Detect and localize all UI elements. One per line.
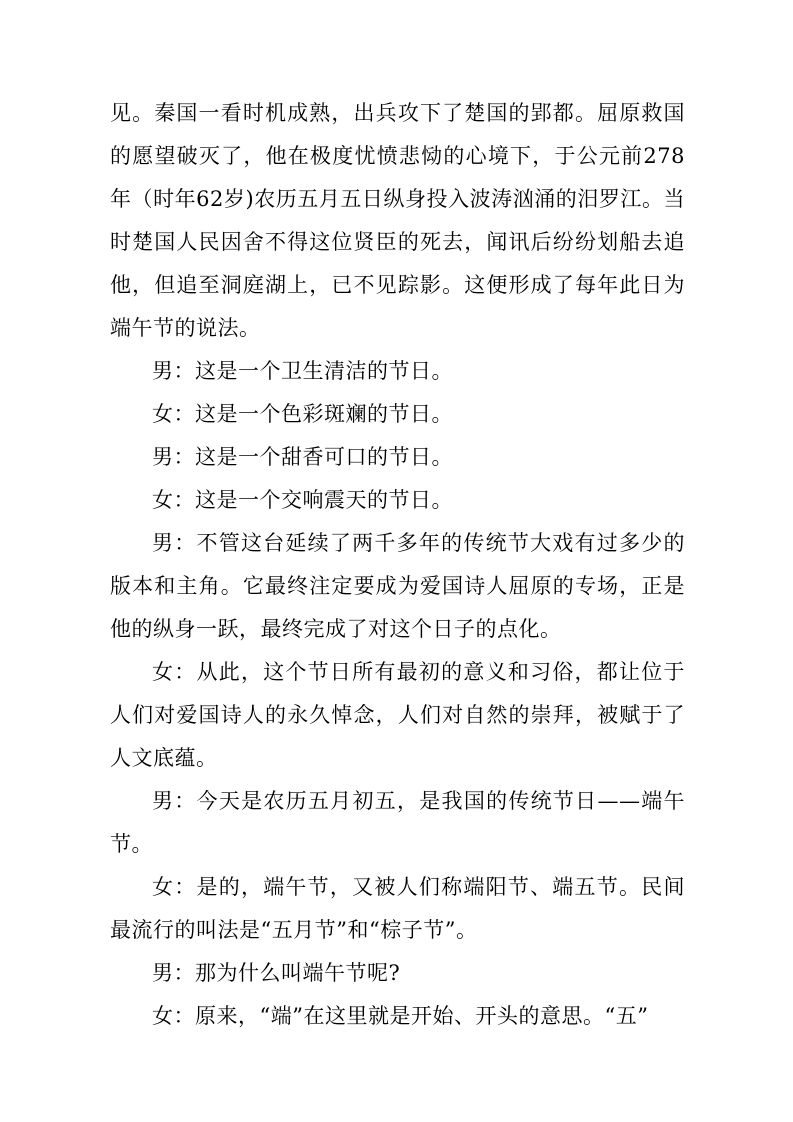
paragraph-10: 男：那为什么叫端午节呢? [152,961,401,985]
paragraph-7: 女：从此，这个节日所有最初的意义和习俗，都让位于人们对爱国诗人的永久悼念，人们对自然的崇拜，被赋于了人文底蕴。 [110,660,685,770]
document-body [110,92,685,1038]
paragraph-2: 男：这是一个卫生清洁的节日。 [152,359,453,383]
paragraph-6: 男：不管这台延续了两千多年的传统节大戏有过多少的版本和主角。它最终注定要成为爱国诗人屈原的专场，正是他的纵身一跃，最终完成了对这个日子的点化。 [110,531,685,641]
paragraph-1: 见。秦国一看时机成熟，出兵攻下了楚国的郢都。屈原救国的愿望破灭了，他在极度忧愤悲恸的心境下，于公元前278年（时年62岁)农历五月五日纵身投入波涛汹涌的汨罗江。当时楚国人民因舍不得这位贤臣的死去，闻讯后纷纷划船去追他，但追至洞庭湖上，已不见踪影。这便形成了每年此日为端午节的说法。 [110,101,685,340]
paragraph-4: 男：这是一个甜香可口的节日。 [152,445,453,469]
paragraph-9: 女：是的，端午节，又被人们称端阳节、端五节。民间最流行的叫法是“五月节”和“棕子节”。 [110,875,685,942]
paragraph-5: 女：这是一个交响震天的节日。 [152,488,453,512]
paragraph-3: 女：这是一个色彩斑斓的节日。 [152,402,453,426]
paragraph-11: 女：原来，“端”在这里就是开始、开头的意思。“五” [152,1004,649,1028]
paragraph-8: 男：今天是农历五月初五，是我国的传统节日——端午节。 [110,789,685,856]
